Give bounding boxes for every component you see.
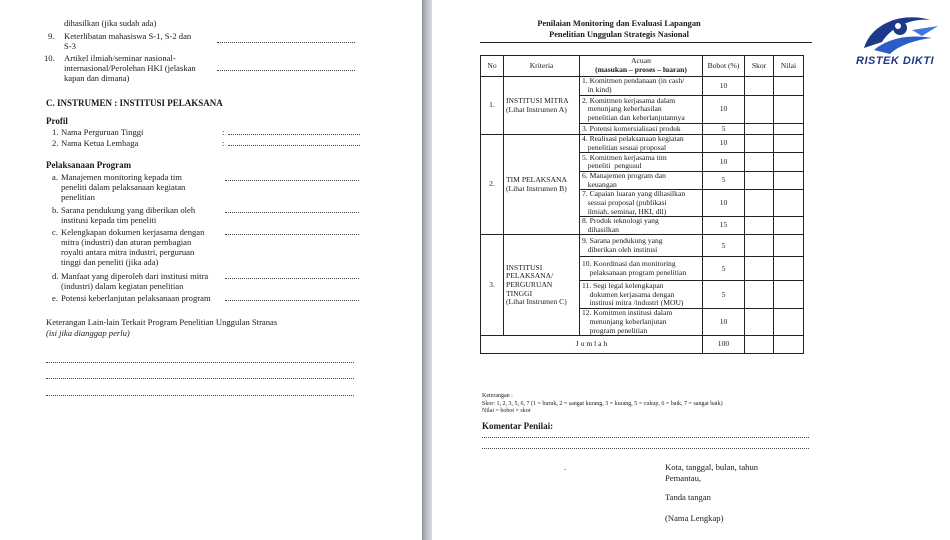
pelaksanaan-c-answer-line[interactable] bbox=[225, 234, 359, 235]
pelaksanaan-b-letter: b. bbox=[52, 205, 59, 215]
pelaksanaan-a-line-3: penelitian bbox=[61, 192, 95, 202]
skor-cell[interactable] bbox=[745, 172, 774, 190]
pelaksanaan-d-line-1: Manfaat yang diperoleh dari institusi mitra bbox=[61, 271, 209, 281]
acuan-cell bbox=[580, 77, 703, 96]
profil-1-number: 1. bbox=[52, 127, 59, 137]
acuan-line: keuangan bbox=[582, 179, 617, 189]
acuan-line: dihasilkan bbox=[582, 224, 619, 234]
logo-wordmark: RISTEK DIKTI bbox=[856, 55, 935, 67]
pelaksanaan-a-line-2: peneliti dalam pelaksanaan kegiatan bbox=[61, 182, 186, 192]
acuan-cell bbox=[580, 235, 703, 257]
item-8-continuation: dihasilkan (jika sudah ada) bbox=[64, 18, 157, 28]
header-acuan-title: Acuan bbox=[631, 56, 651, 66]
bobot-cell: 5 bbox=[703, 235, 745, 257]
komentar-line-2[interactable] bbox=[482, 448, 809, 449]
profil-2-label: Nama Ketua Lembaga bbox=[61, 138, 139, 148]
item-10-line-2: internasional/Perolehan HKI (jelaskan bbox=[64, 63, 196, 73]
acuan-line: dokumen kerjasama dengan bbox=[582, 289, 675, 299]
keterangan-line-3[interactable] bbox=[46, 395, 354, 396]
skor-cell[interactable] bbox=[745, 235, 774, 257]
pelaksanaan-c-line-4: tinggi dan peneliti (jika ada) bbox=[61, 257, 159, 267]
kriteria-line: (Lihat Instrumen B) bbox=[506, 183, 567, 193]
profil-2-answer-line[interactable] bbox=[228, 145, 360, 146]
acuan-line: 11. Segi legal kelengkapan bbox=[582, 280, 664, 290]
acuan-cell bbox=[580, 217, 703, 235]
nilai-cell[interactable] bbox=[774, 257, 804, 281]
komentar-label: Komentar Penilai: bbox=[482, 421, 554, 431]
profil-heading: Profil bbox=[46, 116, 68, 126]
bobot-cell: 10 bbox=[703, 190, 745, 217]
profil-2-colon: : bbox=[222, 138, 225, 148]
profil-2-number: 2. bbox=[52, 138, 59, 148]
bobot-cell: 10 bbox=[703, 153, 745, 172]
bobot-cell: 10 bbox=[703, 309, 745, 336]
acuan-line: menunjang keberhasilan bbox=[582, 104, 662, 114]
penilaian-table bbox=[480, 55, 804, 354]
acuan-line: 3. Potensi komersialisasi produk bbox=[582, 123, 681, 133]
total-skor-cell[interactable] bbox=[745, 336, 774, 354]
bobot-cell: 10 bbox=[703, 135, 745, 153]
notes-line-1: Keterangan : bbox=[482, 393, 513, 399]
acuan-line: 5. Komitmen kerjasama tim bbox=[582, 152, 667, 162]
acuan-line: 1. Komitmen pendanaan (in cash/ bbox=[582, 76, 685, 86]
acuan-line: 2. Komitmen kerjasama dalam bbox=[582, 95, 676, 105]
acuan-line: 7. Capaian luaran yang dihasilkan bbox=[582, 189, 686, 199]
skor-cell[interactable] bbox=[745, 257, 774, 281]
acuan-cell bbox=[580, 172, 703, 190]
bobot-cell: 5 bbox=[703, 281, 745, 309]
table-row bbox=[481, 235, 804, 257]
pelaksanaan-e-letter: e. bbox=[52, 293, 58, 303]
table-row bbox=[481, 77, 804, 96]
acuan-line: institusi mitra /industri (MOU) bbox=[582, 298, 684, 308]
header-acuan-subtitle: (masukan – proses – luaran) bbox=[595, 65, 687, 74]
nilai-cell[interactable] bbox=[774, 281, 804, 309]
bobot-cell: 15 bbox=[703, 217, 745, 235]
item-10-line-1: Artikel ilmiah/seminar nasional- bbox=[64, 53, 176, 63]
total-label: J u m l a h bbox=[481, 336, 703, 354]
group-number: 2. bbox=[481, 135, 504, 235]
total-row bbox=[481, 336, 804, 354]
header-bobot: Bobot (%) bbox=[703, 56, 745, 77]
keterangan-line-1[interactable] bbox=[46, 362, 354, 363]
acuan-cell bbox=[580, 281, 703, 309]
pelaksanaan-e-answer-line[interactable] bbox=[225, 300, 359, 301]
pelaksanaan-e-line-1: Potensi keberlanjutan pelaksanaan program bbox=[61, 293, 211, 303]
kriteria-line: TIM PELAKSANA bbox=[506, 175, 567, 185]
notes-line-2: Skor: 1, 2, 3, 5, 6, 7 (1 = buruk, 2 = sangat kurang, 3 = kurang, 5 = cukup, 6 = baik, 7 = sangat baik) bbox=[482, 401, 723, 407]
acuan-cell bbox=[580, 257, 703, 281]
header-nilai: Nilai bbox=[774, 56, 804, 77]
skor-cell[interactable] bbox=[745, 217, 774, 235]
komentar-line-1[interactable] bbox=[482, 437, 809, 438]
nilai-cell[interactable] bbox=[774, 96, 804, 124]
total-nilai-cell[interactable] bbox=[774, 336, 804, 354]
pelaksanaan-b-line-1: Sarana pendukung yang diberikan oleh bbox=[61, 205, 196, 215]
signature-nama-lengkap: (Nama Lengkap) bbox=[665, 513, 724, 523]
form-title-line-1: Penilaian Monitoring dan Evaluasi Lapangan bbox=[537, 19, 701, 28]
skor-cell[interactable] bbox=[745, 309, 774, 336]
pelaksanaan-a-line-1: Manajemen monitoring kepada tim bbox=[61, 172, 182, 182]
acuan-line: program penelitian bbox=[582, 325, 648, 335]
acuan-cell bbox=[580, 96, 703, 124]
item-10-number: 10. bbox=[44, 53, 55, 63]
acuan-cell bbox=[580, 153, 703, 172]
acuan-line: ilmiah, seminar, HKI, dll) bbox=[582, 206, 667, 216]
right-page bbox=[432, 0, 950, 540]
nilai-cell[interactable] bbox=[774, 135, 804, 153]
nilai-cell[interactable] bbox=[774, 172, 804, 190]
profil-1-answer-line[interactable] bbox=[228, 134, 360, 135]
acuan-line: 6. Manajemen program dan bbox=[582, 171, 666, 181]
header-acuan bbox=[580, 56, 703, 77]
group-kriteria bbox=[504, 135, 580, 235]
section-c-heading: C. INSTRUMEN : INSTITUSI PELAKSANA bbox=[46, 98, 223, 108]
acuan-line: pelaksanaan program penelitian bbox=[582, 267, 687, 277]
acuan-line: 10. Koordinasi dan monitoring bbox=[582, 259, 676, 269]
nilai-cell[interactable] bbox=[774, 235, 804, 257]
skor-cell[interactable] bbox=[745, 281, 774, 309]
title-rule bbox=[480, 42, 812, 43]
nilai-cell[interactable] bbox=[774, 190, 804, 217]
acuan-cell bbox=[580, 309, 703, 336]
skor-cell[interactable] bbox=[745, 124, 774, 135]
acuan-line: 12. Komitmen institusi dalam bbox=[582, 308, 673, 318]
kriteria-line: PELAKSANA/ bbox=[506, 271, 554, 281]
ristek-dikti-logo bbox=[852, 8, 946, 70]
pelaksanaan-d-letter: d. bbox=[52, 271, 59, 281]
pelaksanaan-d-answer-line[interactable] bbox=[225, 278, 359, 279]
skor-cell[interactable] bbox=[745, 153, 774, 172]
bobot-cell: 10 bbox=[703, 77, 745, 96]
acuan-line: 8. Produk teknologi yang bbox=[582, 216, 659, 226]
notes-line-3: Nilai = bobot × skor bbox=[482, 408, 531, 414]
keterangan-title: Keterangan Lain-lain Terkait Program Penelitian Unggulan Stranas bbox=[46, 317, 278, 327]
acuan-line: sesuai proposal (publikasi bbox=[582, 197, 667, 207]
acuan-line: menunjang keberlanjutan bbox=[582, 316, 667, 326]
pelaksanaan-b-line-2: institusi kepada tim peneliti bbox=[61, 215, 157, 225]
table-row bbox=[481, 135, 804, 153]
keterangan-note: (isi jika dianggap perlu) bbox=[46, 328, 130, 338]
bobot-cell: 5 bbox=[703, 172, 745, 190]
pelaksanaan-a-letter: a. bbox=[52, 172, 58, 182]
item-9-number: 9. bbox=[48, 31, 55, 41]
nilai-cell[interactable] bbox=[774, 124, 804, 135]
skor-cell[interactable] bbox=[745, 190, 774, 217]
skor-cell[interactable] bbox=[745, 77, 774, 96]
pelaksanaan-d-line-2: (industri) dalam kegiatan penelitian bbox=[61, 281, 184, 291]
kriteria-line: (Lihat Instrumen C) bbox=[506, 297, 567, 307]
nilai-cell[interactable] bbox=[774, 309, 804, 336]
bobot-cell: 5 bbox=[703, 257, 745, 281]
signature-tanda-tangan: Tanda tangan bbox=[665, 492, 711, 502]
bobot-cell: 5 bbox=[703, 124, 745, 135]
acuan-line: 9. Sarana pendukung yang bbox=[582, 236, 663, 246]
kriteria-line: (Lihat Instrumen A) bbox=[506, 104, 567, 114]
pelaksanaan-a-answer-line[interactable] bbox=[225, 180, 359, 181]
skor-cell[interactable] bbox=[745, 96, 774, 124]
acuan-cell bbox=[580, 190, 703, 217]
total-bobot: 100 bbox=[703, 336, 745, 354]
pelaksanaan-b-answer-line[interactable] bbox=[225, 212, 359, 213]
acuan-line: diberikan oleh institusi bbox=[582, 244, 658, 254]
bobot-cell: 10 bbox=[703, 96, 745, 124]
kriteria-line: INSTITUSI bbox=[506, 262, 543, 272]
skor-cell[interactable] bbox=[745, 135, 774, 153]
nilai-cell[interactable] bbox=[774, 217, 804, 235]
page-gutter bbox=[422, 0, 432, 540]
group-number: 1. bbox=[481, 77, 504, 135]
acuan-line: 4. Realisasi pelaksanaan kegiatan bbox=[582, 134, 684, 143]
signature-dot: . bbox=[564, 462, 567, 472]
acuan-cell bbox=[580, 135, 703, 153]
acuan-line: peneliti pengusul bbox=[582, 161, 642, 171]
group-kriteria bbox=[504, 235, 580, 336]
header-skor: Skor bbox=[745, 56, 774, 77]
signature-pemantau: Pemantau, bbox=[665, 473, 702, 483]
group-number: 3. bbox=[481, 235, 504, 336]
kriteria-line: INSTITUSI MITRA bbox=[506, 95, 569, 105]
item-10-answer-line[interactable] bbox=[217, 70, 355, 71]
acuan-line: in kind) bbox=[582, 85, 612, 94]
nilai-cell[interactable] bbox=[774, 153, 804, 172]
profil-1-colon: : bbox=[222, 127, 225, 137]
item-9-line-2: S-3 bbox=[64, 41, 76, 51]
acuan-cell bbox=[580, 124, 703, 135]
pelaksanaan-c-letter: c. bbox=[52, 227, 58, 237]
pelaksanaan-c-line-1: Kelengkapan dokumen kerjasama dengan bbox=[61, 227, 205, 237]
kriteria-line: TINGGI bbox=[506, 288, 533, 298]
table-header-row bbox=[481, 56, 804, 77]
header-no: No bbox=[481, 56, 504, 77]
signature-city-date: Kota, tanggal, bulan, tahun bbox=[665, 462, 759, 472]
pelaksanaan-c-line-2: mitra (industri) dan aturan pembagian bbox=[61, 237, 192, 247]
item-9-answer-line[interactable] bbox=[217, 42, 355, 43]
pelaksanaan-c-line-3: royalti antara mitra industri, perguruan bbox=[61, 247, 195, 257]
item-10-line-3: kapan dan dimana) bbox=[64, 73, 130, 83]
form-title-line-2: Penelitian Unggulan Strategis Nasional bbox=[549, 30, 689, 39]
header-kriteria: Kriteria bbox=[504, 56, 580, 77]
kriteria-line: PERGURUAN bbox=[506, 279, 553, 289]
pelaksanaan-heading: Pelaksanaan Program bbox=[46, 160, 132, 170]
acuan-line: penelitian sesuai proposal bbox=[582, 142, 667, 152]
group-kriteria bbox=[504, 77, 580, 135]
acuan-line: penelitian dan keberlanjutannya bbox=[582, 112, 685, 122]
item-9-line-1: Keterlibatan mahasiswa S-1, S-2 dan bbox=[64, 31, 192, 41]
left-page bbox=[0, 0, 422, 540]
keterangan-line-2[interactable] bbox=[46, 378, 354, 379]
nilai-cell[interactable] bbox=[774, 77, 804, 96]
profil-1-label: Nama Perguruan Tinggi bbox=[61, 127, 144, 137]
